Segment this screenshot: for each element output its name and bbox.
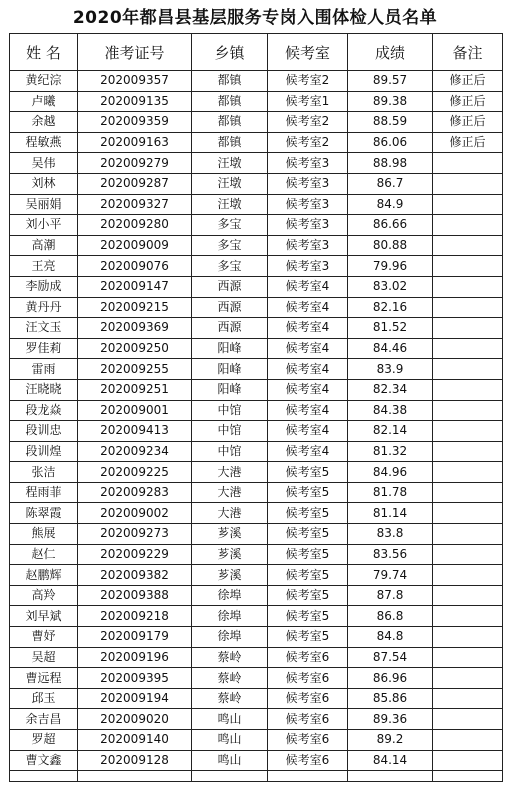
cell-room: 候考室5 (268, 462, 348, 483)
cell-id: 202009388 (78, 585, 192, 606)
cell-id: 202009287 (78, 173, 192, 194)
cell-room: 候考室6 (268, 709, 348, 730)
cell-room: 候考室5 (268, 606, 348, 627)
cell-room: 候考室6 (268, 668, 348, 689)
cell-name: 刘早斌 (10, 606, 78, 627)
table-row (10, 482, 503, 503)
cell-name: 雷雨 (10, 359, 78, 380)
header-room: 候考室 (268, 34, 348, 71)
cell-town: 西源 (192, 297, 268, 318)
cell-score: 83.8 (348, 524, 433, 545)
cell-note (433, 503, 503, 524)
cell-score: 86.66 (348, 215, 433, 236)
cell-name: 赵鹏辉 (10, 565, 78, 586)
cell-id: 202009359 (78, 112, 192, 133)
cell-note (433, 318, 503, 339)
table-row (10, 750, 503, 771)
cell-score: 82.16 (348, 297, 433, 318)
cell-room: 候考室3 (268, 235, 348, 256)
cell-town: 大港 (192, 462, 268, 483)
cell-town: 大港 (192, 503, 268, 524)
cell-score: 84.8 (348, 627, 433, 648)
cell-room: 候考室5 (268, 482, 348, 503)
cell-town: 芗溪 (192, 544, 268, 565)
cell-town: 鸣山 (192, 750, 268, 771)
cell-id: 202009196 (78, 647, 192, 668)
cell-room: 候考室3 (268, 153, 348, 174)
cell-room: 候考室5 (268, 565, 348, 586)
table-row (10, 585, 503, 606)
cell-score: 89.36 (348, 709, 433, 730)
cell-score: 83.02 (348, 276, 433, 297)
cell-room: 候考室4 (268, 276, 348, 297)
cell-town: 蔡岭 (192, 688, 268, 709)
cell-id: 202009273 (78, 524, 192, 545)
cell-note (433, 482, 503, 503)
cell-name: 曹文鑫 (10, 750, 78, 771)
cell-id: 202009327 (78, 194, 192, 215)
table-row (10, 194, 503, 215)
cell-note (433, 153, 503, 174)
table-row (10, 668, 503, 689)
cell-town: 大港 (192, 482, 268, 503)
cell-id: 202009250 (78, 338, 192, 359)
cell-id: 202009357 (78, 71, 192, 92)
cell-id: 202009147 (78, 276, 192, 297)
cell-score: 88.98 (348, 153, 433, 174)
cell-note (433, 606, 503, 627)
cell-room: 候考室3 (268, 215, 348, 236)
empty-cell (192, 771, 268, 782)
cell-note (433, 379, 503, 400)
cell-id: 202009251 (78, 379, 192, 400)
cell-town: 芗溪 (192, 524, 268, 545)
table-row (10, 235, 503, 256)
cell-room: 候考室5 (268, 585, 348, 606)
table-row (10, 730, 503, 751)
cell-room: 候考室6 (268, 688, 348, 709)
cell-id: 202009225 (78, 462, 192, 483)
cell-score: 80.88 (348, 235, 433, 256)
cell-name: 程雨菲 (10, 482, 78, 503)
cell-name: 段训煌 (10, 441, 78, 462)
cell-name: 陈翠霞 (10, 503, 78, 524)
cell-name: 汪文玉 (10, 318, 78, 339)
table-row (10, 153, 503, 174)
table-row (10, 421, 503, 442)
cell-score: 89.38 (348, 91, 433, 112)
cell-note (433, 441, 503, 462)
cell-score: 84.46 (348, 338, 433, 359)
cell-name: 高潮 (10, 235, 78, 256)
cell-id: 202009215 (78, 297, 192, 318)
cell-name: 程敏燕 (10, 132, 78, 153)
cell-town: 阳峰 (192, 359, 268, 380)
cell-name: 刘小平 (10, 215, 78, 236)
cell-score: 79.96 (348, 256, 433, 277)
cell-room: 候考室5 (268, 524, 348, 545)
cell-room: 候考室1 (268, 91, 348, 112)
cell-town: 蔡岭 (192, 647, 268, 668)
cell-id: 202009382 (78, 565, 192, 586)
cell-name: 高羚 (10, 585, 78, 606)
empty-row (10, 771, 503, 782)
table-row (10, 709, 503, 730)
cell-note (433, 421, 503, 442)
cell-town: 西源 (192, 318, 268, 339)
cell-name: 吴伟 (10, 153, 78, 174)
cell-name: 段训忠 (10, 421, 78, 442)
cell-id: 202009255 (78, 359, 192, 380)
cell-room: 候考室5 (268, 503, 348, 524)
empty-cell (78, 771, 192, 782)
cell-name: 汪晓晓 (10, 379, 78, 400)
header-id: 准考证号 (78, 34, 192, 71)
cell-name: 熊展 (10, 524, 78, 545)
cell-room: 候考室4 (268, 297, 348, 318)
cell-note (433, 709, 503, 730)
cell-note: 修正后 (433, 91, 503, 112)
cell-name: 赵仁 (10, 544, 78, 565)
table-row (10, 359, 503, 380)
cell-score: 81.52 (348, 318, 433, 339)
cell-score: 84.9 (348, 194, 433, 215)
cell-score: 82.14 (348, 421, 433, 442)
cell-score: 81.14 (348, 503, 433, 524)
cell-name: 邱玉 (10, 688, 78, 709)
empty-cell (10, 771, 78, 782)
cell-id: 202009179 (78, 627, 192, 648)
cell-score: 86.06 (348, 132, 433, 153)
cell-town: 都镇 (192, 71, 268, 92)
cell-room: 候考室4 (268, 421, 348, 442)
cell-score: 81.32 (348, 441, 433, 462)
table-row (10, 215, 503, 236)
cell-score: 89.2 (348, 730, 433, 751)
table-row (10, 441, 503, 462)
cell-town: 徐埠 (192, 606, 268, 627)
page-title: 2020年都昌县基层服务专岗入围体检人员名单 (72, 8, 438, 28)
cell-town: 多宝 (192, 235, 268, 256)
cell-name: 张洁 (10, 462, 78, 483)
cell-score: 84.38 (348, 400, 433, 421)
cell-id: 202009280 (78, 215, 192, 236)
cell-score: 86.8 (348, 606, 433, 627)
cell-name: 罗超 (10, 730, 78, 751)
cell-name: 曹远程 (10, 668, 78, 689)
cell-id: 202009279 (78, 153, 192, 174)
cell-score: 83.9 (348, 359, 433, 380)
table-row (10, 503, 503, 524)
table-row (10, 627, 503, 648)
cell-town: 阳峰 (192, 338, 268, 359)
cell-room: 候考室3 (268, 194, 348, 215)
cell-note (433, 338, 503, 359)
cell-score: 82.34 (348, 379, 433, 400)
cell-id: 202009128 (78, 750, 192, 771)
cell-town: 中馆 (192, 441, 268, 462)
cell-town: 汪墩 (192, 194, 268, 215)
cell-room: 候考室6 (268, 730, 348, 751)
cell-room: 候考室6 (268, 647, 348, 668)
cell-note (433, 524, 503, 545)
table-row (10, 91, 503, 112)
cell-town: 阳峰 (192, 379, 268, 400)
table-row (10, 71, 503, 92)
cell-name: 黄纪淙 (10, 71, 78, 92)
cell-note (433, 359, 503, 380)
cell-town: 徐埠 (192, 585, 268, 606)
cell-room: 候考室4 (268, 338, 348, 359)
cell-town: 蔡岭 (192, 668, 268, 689)
cell-name: 余吉昌 (10, 709, 78, 730)
cell-score: 85.86 (348, 688, 433, 709)
header-score: 成绩 (348, 34, 433, 71)
cell-room: 候考室5 (268, 544, 348, 565)
cell-id: 202009194 (78, 688, 192, 709)
table-row (10, 462, 503, 483)
cell-note (433, 668, 503, 689)
cell-note (433, 297, 503, 318)
candidate-table (9, 33, 503, 782)
cell-note (433, 400, 503, 421)
table-row (10, 647, 503, 668)
cell-town: 中馆 (192, 421, 268, 442)
cell-id: 202009413 (78, 421, 192, 442)
cell-room: 候考室2 (268, 112, 348, 133)
cell-score: 87.54 (348, 647, 433, 668)
cell-room: 候考室3 (268, 256, 348, 277)
cell-town: 都镇 (192, 112, 268, 133)
table-row (10, 524, 503, 545)
table-row (10, 132, 503, 153)
cell-town: 鸣山 (192, 730, 268, 751)
cell-town: 芗溪 (192, 565, 268, 586)
cell-name: 段龙焱 (10, 400, 78, 421)
cell-score: 88.59 (348, 112, 433, 133)
cell-id: 202009234 (78, 441, 192, 462)
cell-id: 202009020 (78, 709, 192, 730)
cell-name: 吴丽娟 (10, 194, 78, 215)
cell-score: 83.56 (348, 544, 433, 565)
cell-note: 修正后 (433, 71, 503, 92)
cell-name: 罗佳莉 (10, 338, 78, 359)
cell-id: 202009395 (78, 668, 192, 689)
cell-id: 202009002 (78, 503, 192, 524)
cell-score: 86.96 (348, 668, 433, 689)
cell-note (433, 688, 503, 709)
table-row (10, 112, 503, 133)
header-note: 备注 (433, 34, 503, 71)
cell-room: 候考室2 (268, 71, 348, 92)
cell-note (433, 215, 503, 236)
cell-name: 卢曦 (10, 91, 78, 112)
cell-name: 余越 (10, 112, 78, 133)
cell-id: 202009076 (78, 256, 192, 277)
cell-room: 候考室4 (268, 441, 348, 462)
cell-town: 都镇 (192, 132, 268, 153)
table-row (10, 400, 503, 421)
cell-town: 中馆 (192, 400, 268, 421)
cell-id: 202009229 (78, 544, 192, 565)
table-row (10, 565, 503, 586)
cell-id: 202009369 (78, 318, 192, 339)
cell-id: 202009001 (78, 400, 192, 421)
cell-name: 曹妤 (10, 627, 78, 648)
cell-note (433, 647, 503, 668)
cell-id: 202009009 (78, 235, 192, 256)
cell-note (433, 235, 503, 256)
cell-note (433, 194, 503, 215)
cell-town: 汪墩 (192, 173, 268, 194)
table-row (10, 276, 503, 297)
cell-note (433, 627, 503, 648)
cell-note (433, 585, 503, 606)
table-row (10, 379, 503, 400)
cell-note: 修正后 (433, 132, 503, 153)
cell-town: 西源 (192, 276, 268, 297)
cell-room: 候考室4 (268, 379, 348, 400)
cell-note (433, 544, 503, 565)
header-name: 姓 名 (10, 34, 78, 71)
cell-note (433, 276, 503, 297)
cell-name: 王亮 (10, 256, 78, 277)
cell-town: 徐埠 (192, 627, 268, 648)
cell-id: 202009140 (78, 730, 192, 751)
empty-cell (268, 771, 348, 782)
header-town: 乡镇 (192, 34, 268, 71)
cell-name: 刘林 (10, 173, 78, 194)
cell-score: 84.96 (348, 462, 433, 483)
empty-cell (433, 771, 503, 782)
cell-id: 202009163 (78, 132, 192, 153)
cell-id: 202009283 (78, 482, 192, 503)
empty-cell (348, 771, 433, 782)
cell-id: 202009218 (78, 606, 192, 627)
table-row (10, 544, 503, 565)
cell-room: 候考室4 (268, 359, 348, 380)
cell-score: 81.78 (348, 482, 433, 503)
table-row (10, 606, 503, 627)
cell-town: 鸣山 (192, 709, 268, 730)
cell-score: 84.14 (348, 750, 433, 771)
table-body (10, 71, 503, 782)
table-row (10, 173, 503, 194)
table-row (10, 256, 503, 277)
cell-name: 李励成 (10, 276, 78, 297)
cell-note (433, 173, 503, 194)
cell-room: 候考室6 (268, 750, 348, 771)
table-row (10, 688, 503, 709)
cell-note (433, 750, 503, 771)
cell-note: 修正后 (433, 112, 503, 133)
table-row (10, 318, 503, 339)
cell-note (433, 462, 503, 483)
cell-note (433, 565, 503, 586)
cell-note (433, 730, 503, 751)
table-row (10, 338, 503, 359)
cell-id: 202009135 (78, 91, 192, 112)
cell-room: 候考室4 (268, 400, 348, 421)
cell-room: 候考室3 (268, 173, 348, 194)
cell-town: 汪墩 (192, 153, 268, 174)
cell-room: 候考室2 (268, 132, 348, 153)
cell-name: 吴超 (10, 647, 78, 668)
cell-note (433, 256, 503, 277)
cell-room: 候考室5 (268, 627, 348, 648)
cell-town: 多宝 (192, 256, 268, 277)
cell-score: 89.57 (348, 71, 433, 92)
cell-score: 87.8 (348, 585, 433, 606)
cell-score: 79.74 (348, 565, 433, 586)
header-row (10, 34, 503, 71)
cell-town: 多宝 (192, 215, 268, 236)
cell-town: 都镇 (192, 91, 268, 112)
table-row (10, 297, 503, 318)
cell-score: 86.7 (348, 173, 433, 194)
cell-name: 黄丹丹 (10, 297, 78, 318)
cell-room: 候考室4 (268, 318, 348, 339)
